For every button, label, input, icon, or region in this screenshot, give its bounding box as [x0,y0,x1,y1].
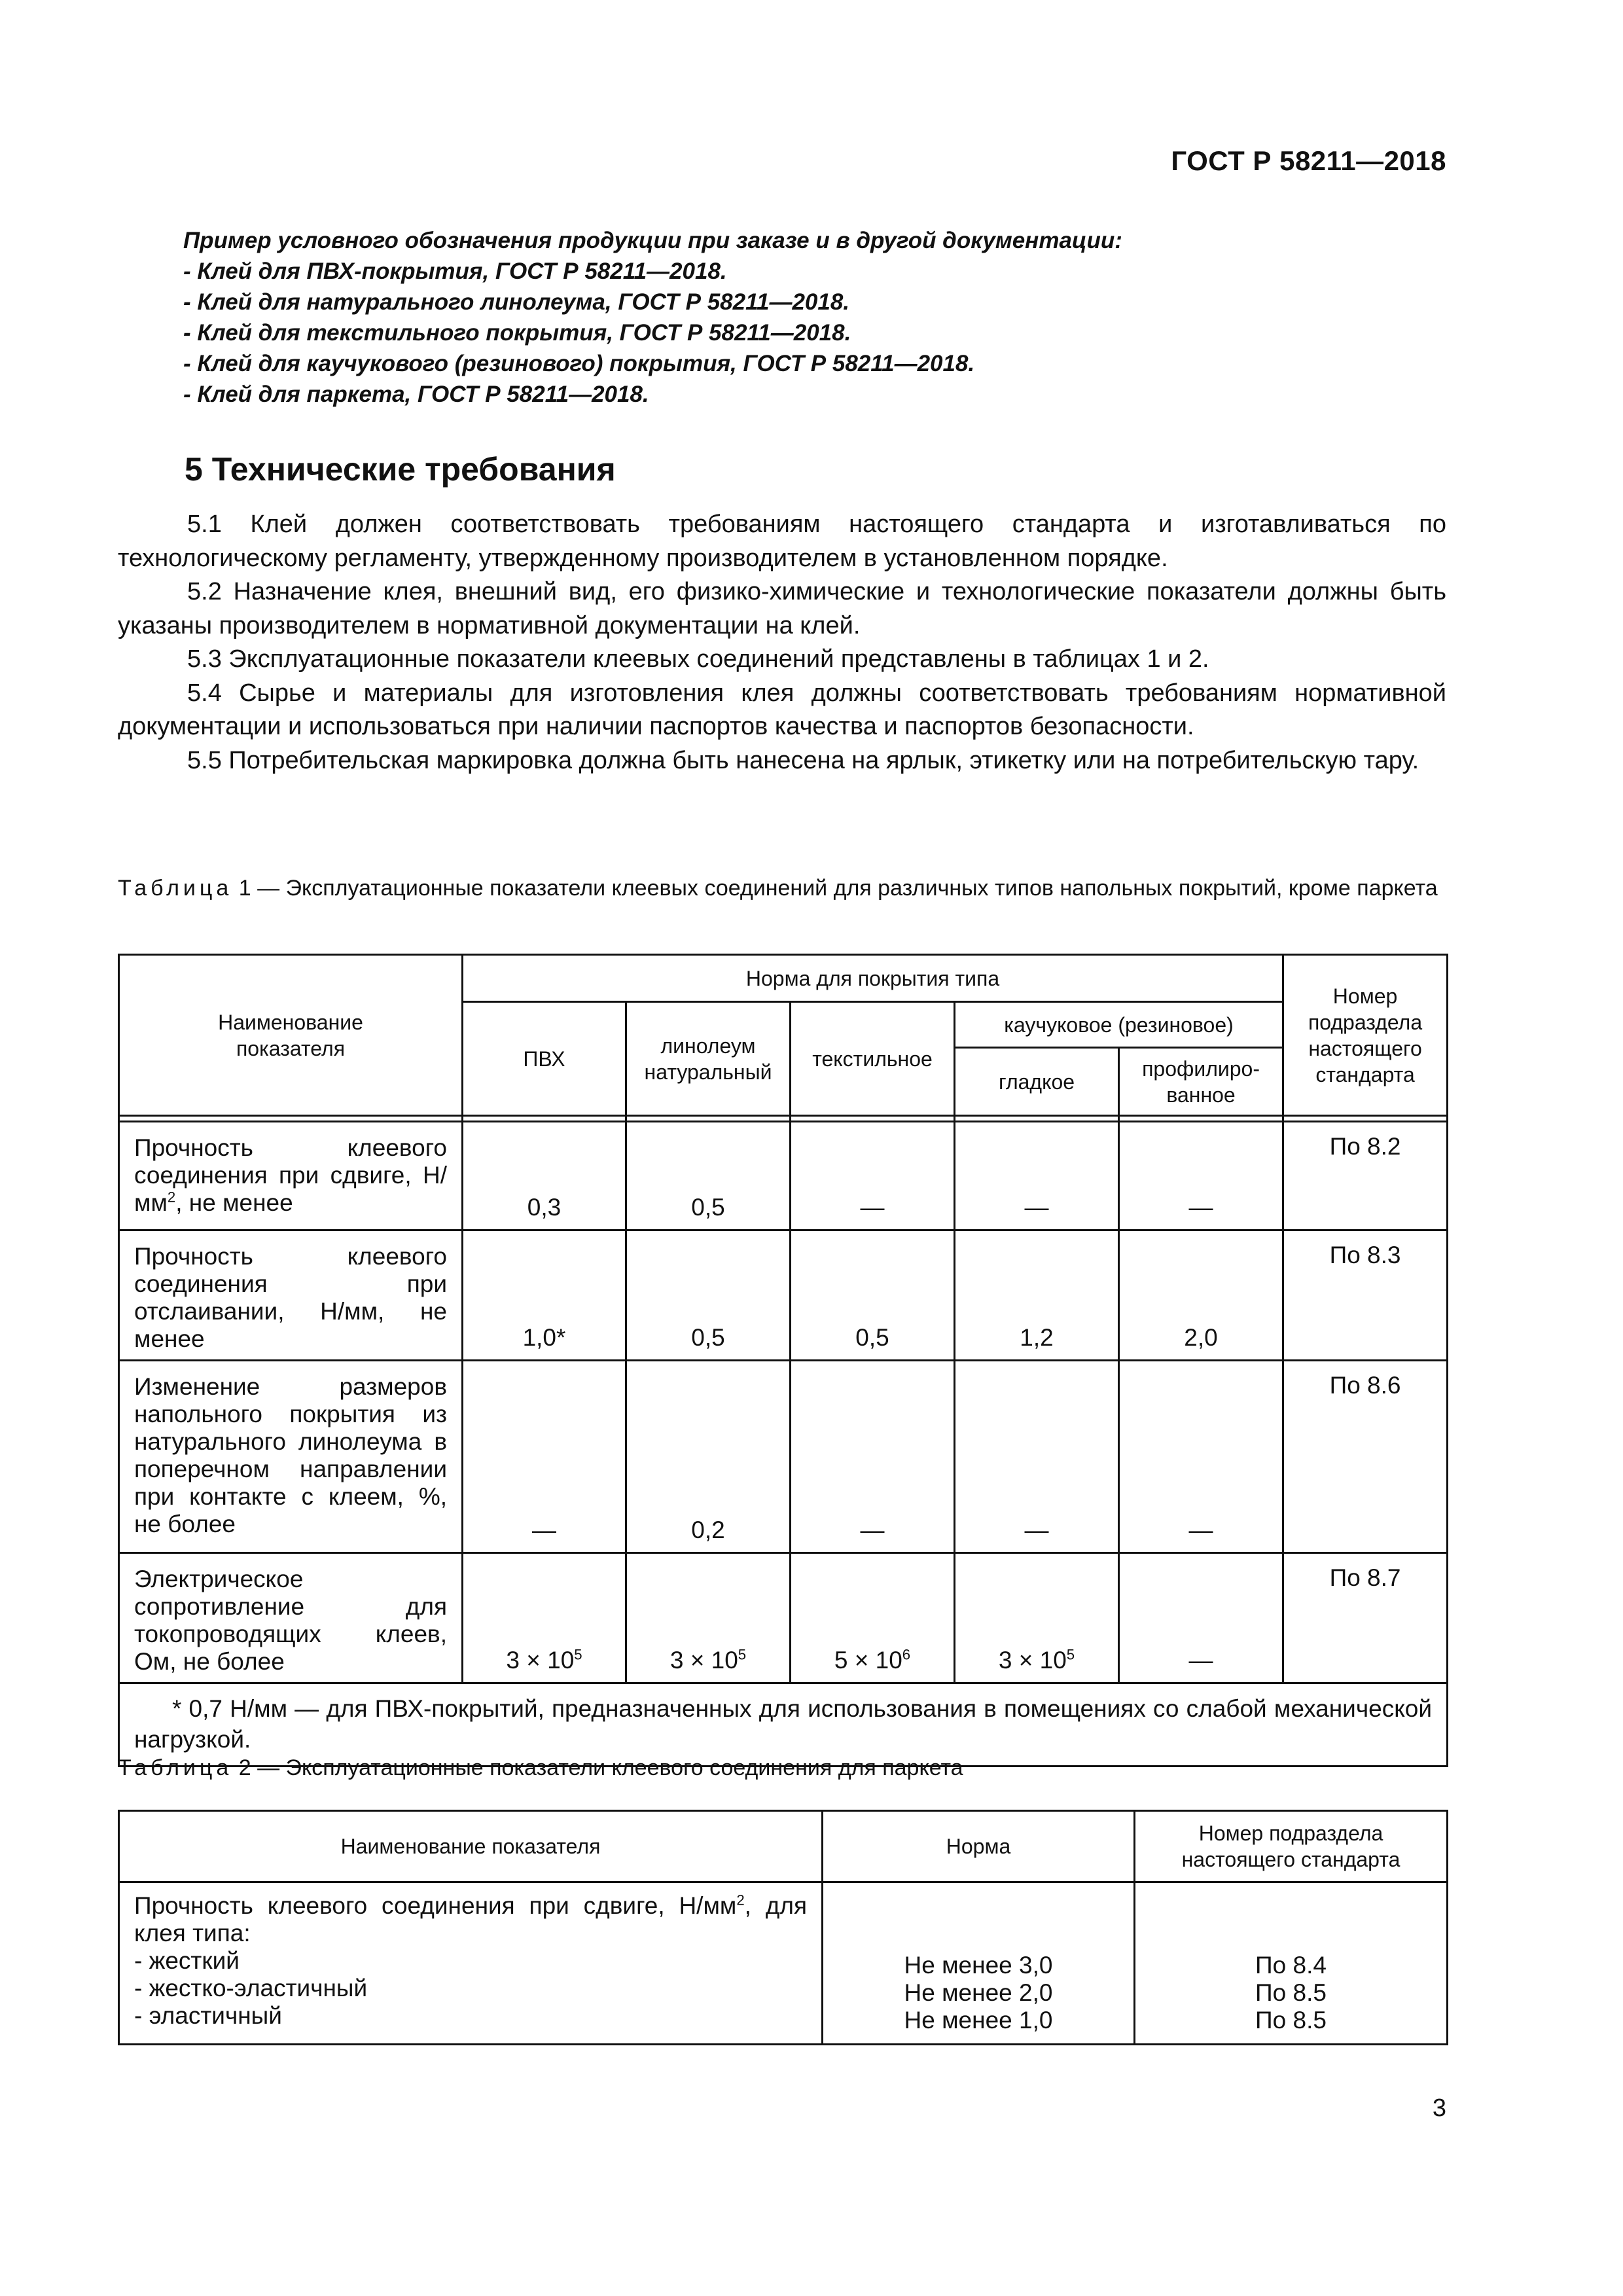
example-item: - Клей для паркета, ГОСТ Р 58211—2018. [183,382,649,407]
example-item: - Клей для натурального линолеума, ГОСТ Р 58211—2018. [183,289,850,315]
norm-value: Не менее 1,0 [904,2007,1053,2034]
value-ref: По 8.6 [1283,1361,1448,1553]
clause-paragraph: 5.5 Потребительская маркировка должна быть нанесена на ярлык, этикетку или на потребительскую тару. [187,746,1419,774]
value-base: 3 × 10 [998,1647,1067,1674]
row-name-heading [134,1892,807,1947]
value-textile [791,1553,955,1683]
value-profiled: — [1119,1361,1283,1553]
example-item: - Клей для каучукового (резинового) покрытия, ГОСТ Р 58211—2018. [183,351,975,376]
table2-caption-text: 2 — Эксплуатационные показатели клеевого соединения для паркета [238,1755,963,1780]
norm-value: Не менее 3,0 [904,1952,1053,1979]
list-item: - жестко-эластичный [134,1975,368,2001]
value-base: 3 × 10 [669,1647,738,1674]
superscript: 6 [902,1646,911,1663]
table2-caption [118,1753,1446,1784]
row-name-text: Прочность клеевого соединения при сдвиге, Н/мм [134,1892,737,1919]
table-row [119,1122,1448,1230]
table-row [119,1230,1448,1361]
row-name: Электрическое сопротивление для токопроводящих клеев, Ом, не более [119,1553,463,1683]
clause-paragraph: 5.1 Клей должен соответствовать требованиям настоящего стандарта и изготавливаться по технологическому регламенту, утвержденному производителем в установленном порядке. [118,511,1446,572]
header-rubber-group: каучуковое (резиновое) [955,1002,1283,1048]
table1-caption-text: 1 — Эксплуатационные показатели клеевых соединений для различных типов напольных покрытий, кроме паркета [238,876,1438,901]
value-linoleum [626,1553,791,1683]
separator-cell [1119,1116,1283,1122]
value-linoleum: 0,2 [626,1361,791,1553]
ref-value: По 8.5 [1255,2007,1327,2034]
row-name-tail: , для клея типа: [134,1892,808,1946]
separator-cell [791,1116,955,1122]
norm-values [823,1882,1135,2045]
table-row [119,1361,1448,1553]
superscript: 5 [1066,1646,1075,1663]
ref-value: По 8.4 [1255,1952,1327,1979]
superscript: 2 [736,1892,745,1909]
value-ref: По 8.7 [1283,1553,1448,1683]
table1-caption-word: Таблица [118,876,233,901]
row-name: Прочность клеевого соединения при отслаивании, Н/мм, не менее [119,1230,463,1361]
list-item: - эластичный [134,2002,282,2029]
value-textile: — [791,1122,955,1230]
row-name-tail: , не менее [175,1189,293,1216]
separator-cell [119,1116,463,1122]
page-number: 3 [1432,2094,1446,2122]
table-row [119,1553,1448,1683]
header-linoleum: линолеум натуральный [626,1002,791,1116]
value-smooth: — [955,1122,1119,1230]
value-smooth: 1,2 [955,1230,1119,1361]
row-name: Изменение размеров напольного покрытия из натурального линолеума в поперечном направлении при контакте с клеем, %, не более [119,1361,463,1553]
value-smooth [955,1553,1119,1683]
table2-caption-word: Таблица [118,1755,233,1780]
header-textile: текстильное [791,1002,955,1116]
header-ref: Номер подраздела настоящего стандарта [1283,955,1448,1116]
table2 [118,1810,1448,2045]
value-pvc: 1,0* [463,1230,626,1361]
table1-footnote: * 0,7 Н/мм — для ПВХ-покрытий, предназначенных для использования в помещениях со слабой механической нагрузкой. [119,1683,1448,1767]
value-ref: По 8.3 [1283,1230,1448,1361]
row-name [119,1122,463,1230]
section-clauses [118,508,1446,778]
value-linoleum: 0,5 [626,1122,791,1230]
value-base: 5 × 10 [834,1647,902,1674]
clause-paragraph: 5.4 Сырье и материалы для изготовления клея должны соответствовать требованиям нормативной документации и использоваться при наличии паспортов качества и паспортов безопасности. [118,679,1446,740]
separator-cell [955,1116,1119,1122]
value-smooth: — [955,1361,1119,1553]
header-profiled: профилиро-ванное [1119,1048,1283,1116]
ref-values [1135,1882,1448,2045]
value-profiled: 2,0 [1119,1230,1283,1361]
row-name-text: Прочность клеевого соединения при сдвиге, Н/мм [134,1134,447,1216]
separator-cell [1283,1116,1448,1122]
header-pvc: ПВХ [463,1002,626,1116]
header-name: Наименование показателя [119,1811,823,1882]
norm-value: Не менее 2,0 [904,1979,1053,2006]
header-separator [119,1116,1448,1122]
value-base: 3 × 10 [506,1647,575,1674]
header-norm: Норма [823,1811,1135,1882]
value-linoleum: 0,5 [626,1230,791,1361]
example-title: Пример условного обозначения продукции при заказе и в другой документации: [183,228,1122,253]
header-smooth: гладкое [955,1048,1119,1116]
value-pvc [463,1553,626,1683]
superscript: 2 [167,1189,176,1206]
example-item: - Клей для ПВХ-покрытия, ГОСТ Р 58211—2018. [183,259,727,284]
separator-cell [463,1116,626,1122]
value-profiled: — [1119,1553,1283,1683]
example-item: - Клей для текстильного покрытия, ГОСТ Р 58211—2018. [183,320,851,346]
superscript: 5 [574,1646,582,1663]
section-heading: 5 Технические требования [185,451,616,488]
clause-paragraph: 5.3 Эксплуатационные показатели клеевых соединений представлены в таблицах 1 и 2. [187,645,1209,673]
table1-caption [118,873,1446,904]
ref-value: По 8.5 [1255,1979,1327,2006]
row-name [119,1882,823,2045]
header-name: Наименование показателя [119,955,463,1116]
document-code: ГОСТ Р 58211—2018 [1171,145,1446,176]
value-ref: По 8.2 [1283,1122,1448,1230]
value-textile: 0,5 [791,1230,955,1361]
list-item: - жесткий [134,1947,240,1974]
separator-cell [626,1116,791,1122]
value-pvc: 0,3 [463,1122,626,1230]
designation-example [183,225,1459,410]
table1 [118,954,1448,1767]
clause-paragraph: 5.2 Назначение клея, внешний вид, его физико-химические и технологические показатели должны быть указаны производителем в нормативной документации на клей. [118,578,1446,639]
superscript: 5 [738,1646,747,1663]
header-ref: Номер подраздела настоящего стандарта [1135,1811,1448,1882]
value-pvc: — [463,1361,626,1553]
value-textile: — [791,1361,955,1553]
table-row [119,1882,1448,2045]
value-profiled: — [1119,1122,1283,1230]
header-norm-group: Норма для покрытия типа [463,955,1283,1002]
